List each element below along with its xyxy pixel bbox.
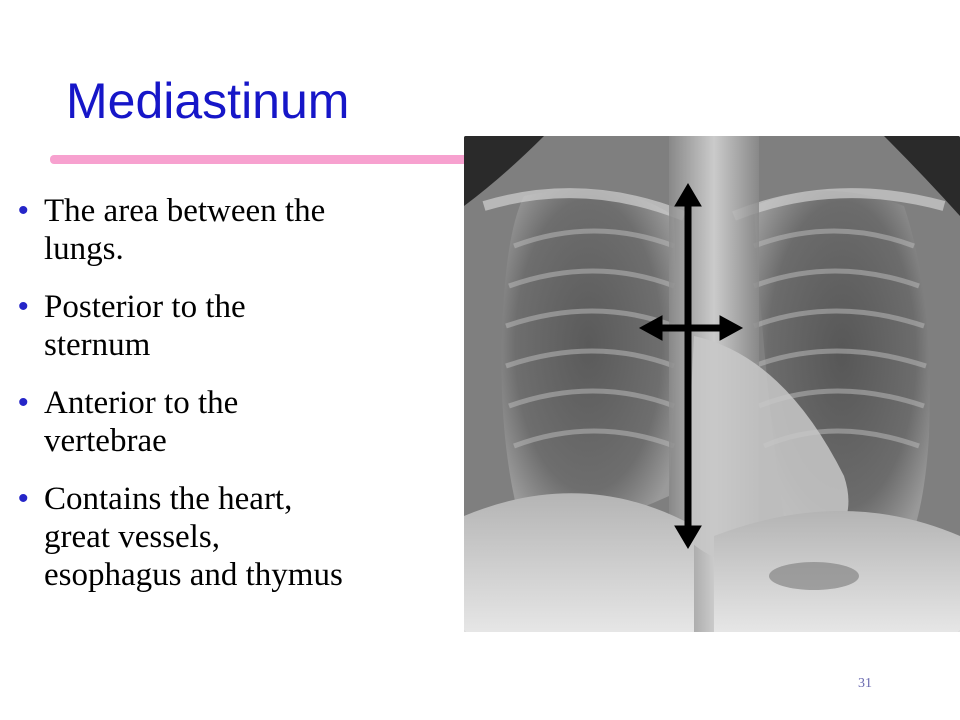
bullet-line: esophagus and thymus: [44, 557, 343, 593]
bullet-item: [18, 384, 458, 460]
bullet-dot: •: [18, 386, 29, 419]
chest-xray-image: [464, 136, 960, 632]
bullet-line: Contains the heart,: [44, 481, 293, 517]
bullet-dot: •: [18, 290, 29, 323]
bullet-line: great vessels,: [44, 519, 220, 555]
bullet-dot: •: [18, 482, 29, 515]
bullet-item: [18, 480, 458, 594]
bullet-line: Anterior to the: [44, 385, 239, 421]
bullet-line: Posterior to the: [44, 289, 246, 325]
bullet-list: [18, 192, 458, 614]
slide-title: Mediastinum: [66, 73, 350, 129]
chest-xray-drawing: [464, 136, 960, 632]
bullet-item: [18, 192, 458, 268]
bullet-line: sternum: [44, 327, 151, 363]
bullet-item: [18, 288, 458, 364]
bullet-line: lungs.: [44, 231, 124, 267]
bullet-line: The area between the: [44, 193, 326, 229]
title-underline: [50, 155, 490, 164]
bullet-line: vertebrae: [44, 423, 167, 459]
bullet-dot: •: [18, 194, 29, 227]
page-number: 31: [858, 676, 872, 691]
